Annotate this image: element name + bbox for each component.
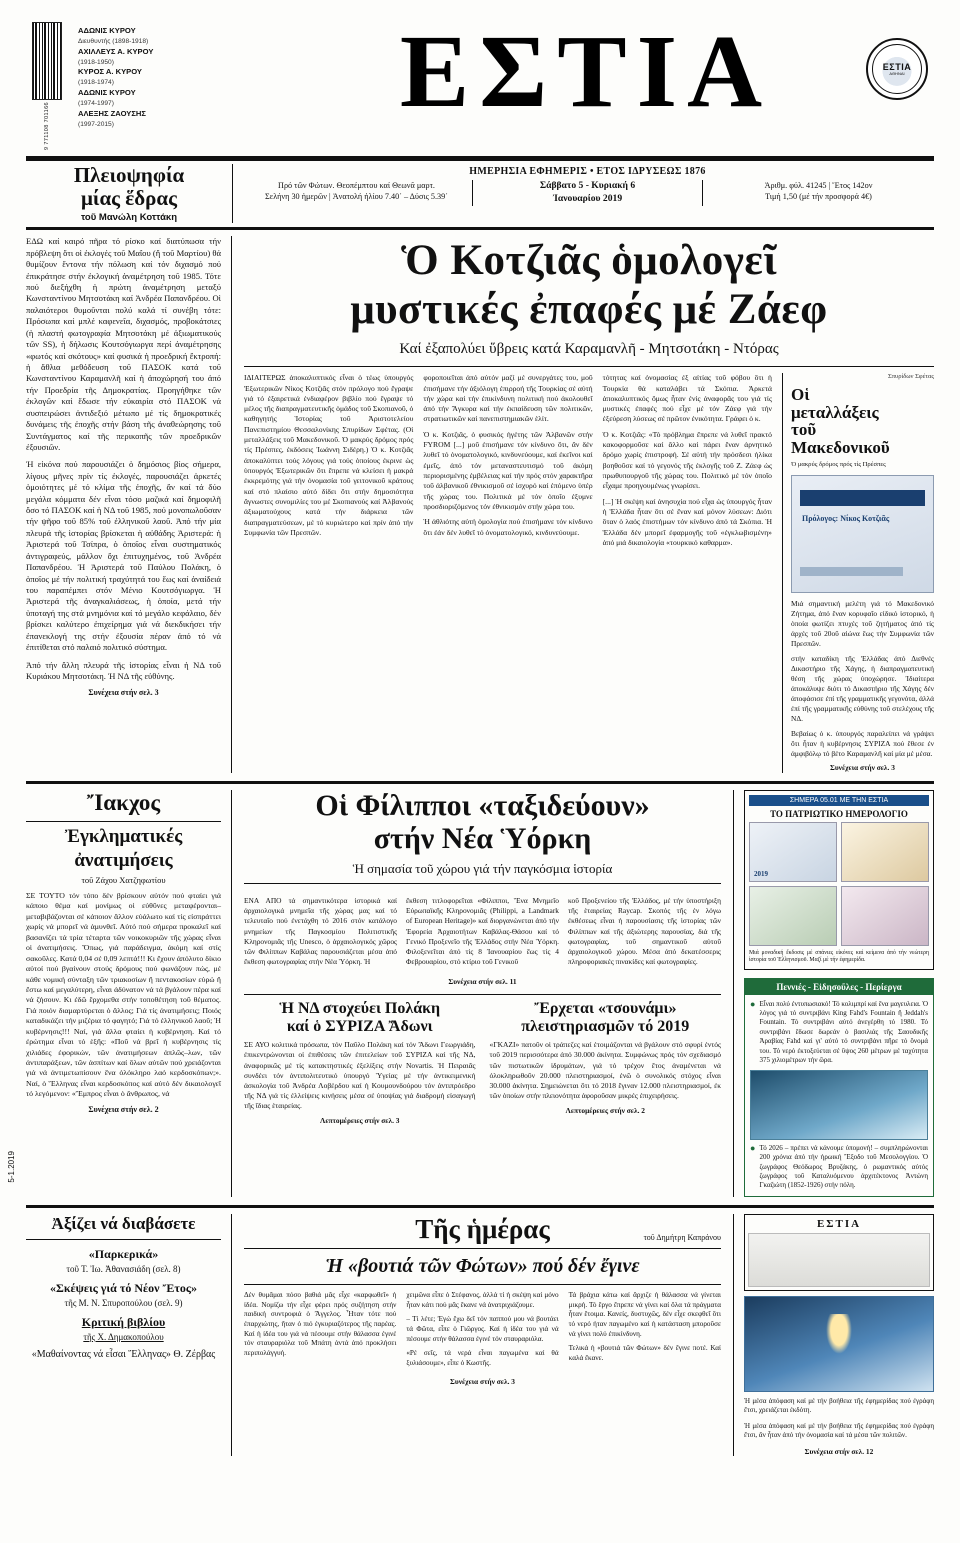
editorial-paragraph: Ἀπό τήν ἄλλη πλευρά τῆς ἱστορίας εἶναι ἡ ΝΔ τοῦ Κυριάκου Μητσοτάκη. Ἡ ΝΔ τῆς εὐθύνης.: [26, 659, 221, 681]
nd-story: [244, 1000, 476, 1125]
book-subtitle: Ὁ μακρύς δρόμος πρός τίς Πρέσπες: [790, 460, 886, 468]
barcode-block: [26, 22, 68, 150]
editor-entry: [78, 88, 228, 109]
issue-date: [472, 180, 703, 206]
estia-mini-promo[interactable]: [744, 1214, 934, 1291]
editorial-paragraph: ΕΔΩ καί καιρό πῆρα τό ρίσκο καί διατύπωσα τήν πρόβλεψη ὅτι οἱ ἐκλογές τοῦ Μαΐου (ἤ τοῦ Μαρτίου) θά θυμίζουν ἔντονα τήν πόλωση καί τόν διχασμό πού ἐπικράτησε στήν ἐκλογική ἀναμέτρηση τοῦ 1985. Τότε πού διεξήχθη ἡ πρώτη ἀναμέτρηση μεταξύ Κωνσταντίνου Μητσοτάκη καί Ἀνδρέα Παπανδρέου. Οἱ παλαιότεροι θυμοῦνται πολύ καλά τί συνέβη τότε: Πρόσωπα καί μπλέ καφενεῖα, διχασμός, προβοκάτσιες (ἡ πλαστή φωτογραφία Μητσοτάκη μέ ἀξιωματικούς τῶν SS), ἡ δήλωσις Κουτσόγιωργα περί ἀναμέτρησης «φωτός καί σκότους» καί φυσικά ἡ προεδρική ἔκτροπή: ἡ ἄθλια μεθόδευση τοῦ ΠΑΣΟΚ κατά τοῦ Κωνσταντίνου Καραμανλῆ καί ἡ ἀποχώρησή του ἀπό τήν Προεδρία τῆς Δημοκρατίας. Προηγήθηκε τῶν ἐκλογῶν καί ἕδωσε τήν εὐκαιρία στό ΠΑΣΟΚ νά συσπειρώσει ἀντιδεξιό μέτωπο μέ τίς δημοκρατικές δυνάμεις τῆς ἐποχῆς στήν βάση τῆς ἀναθεώρησης τοῦ Συντάγματος καί τῆς περικοπῆς τῶν προεδρικῶν ἐξουσιῶν.: [26, 236, 221, 452]
daily-column-byline: τοῦ Δημήτρη Καπράνου: [643, 1232, 721, 1242]
fountain-photo: [750, 1070, 928, 1140]
editor-entry: [78, 47, 228, 68]
editor-role: (1918-1950): [78, 58, 114, 66]
barcode-number: 9 771108 701166: [44, 102, 50, 151]
divider: [26, 821, 221, 822]
calendar-promo-title: ΤΟ ΠΑΤΡΙΩΤΙΚΟ ΗΜΕΡΟΛΟΓΙΟ: [770, 809, 908, 820]
bullet-icon: ●: [750, 998, 756, 1009]
iakxos-title: Ἴακχος: [86, 790, 161, 816]
lead-headline-line1: Ὁ Κοτζιᾶς ὁμολογεῖ: [400, 237, 778, 285]
editor-role: (1974-1997): [78, 100, 114, 108]
misc-news-body: [745, 995, 933, 1196]
misc-news-header: Πεννιές - Εἰδησοῦλες - Περίεργα: [745, 979, 933, 995]
divider: [244, 366, 934, 367]
iakxos-headline-line2: ἀνατιμήσεις: [74, 850, 173, 872]
book-promo-body2: στήν καταδίκη τῆς Ἑλλάδας ἀπό Διεθνές Δικαστήριο τῆς Χάγης, ἡ διαπραγματευτική θέση τῆς χώρας ὑποχώρησε. Ἰδιαίτερα ἀποκάλυψε διότι τό Δικαστήριο τῆς Χάγης δέν ἀποφάσισε ἐπί τῆς γραμματικῆς γεγονότα, ἀλλά ἐπί τῆς γραμματικῆς εὐθύνης τοῦ στελέχους τῆς ΝΔ.: [790, 654, 934, 724]
lead-headline-line2: μυστικές ἐπαφές μέ Ζάεφ: [350, 285, 828, 333]
nd-body: [244, 1040, 476, 1111]
filippoi-headline-line2: στήν Νέα Ὑόρκη: [373, 821, 592, 855]
lead-paragraph: ΙΔΙΑΙΤΕΡΩΣ ἀποκαλυπτικός εἶναι ὁ τέως ὑπουργός Ἐξωτερικῶν Νίκος Κοτζιᾶς στόν πρόλογο πού ἔγραψε γιά τό ἐξαιρετικά ἐνδιαφέρον βιβλίο πού ἔγραψε τό μέλος τῆς διαπραγματευτικῆς ὁμάδος τοῦ Σκοπιανοῦ, ὁ καθηγητής Ἱστορίας τοῦ Ἀριστοτελείου Πανεπιστημίου Θεσσαλονίκης Σπυρίδων Σφέτας. (Οἱ μεταλλάξεις τοῦ Μακεδονικοῦ. Ὁ μακρύς δρόμος πρός τίς Πρέσπες, ἐκδόσεις Ἰωάννη Σιδέρη.) Ὁ κ. Κοτζιᾶς ἀποκαλύπτει τούς λόγους γιά τούς ὁποίους ἐκρινε ὡς ὑπουργός Ἐξωτερικῶν ὅτι ἔπρεπε νά κλείσει ἡ μακρά ἐκκρεμότης γιά τήν ὀνομασία τοῦ γειτονικοῦ κράτους καί στό πλαίσιο αὐτό δίδει ὅτι στήν δημοσιότητα ἄγνωστες συνομιλίες του μέ Σκοπιανούς καί Ἀλβανούς ἀξιωματούχους κατά τήν διάρκεια τῶν διαπραγματεύσεων, μέ τό κυριώτερο καί πρίν ἀπό τήν Συμφωνία τῶν Πρεσπῶν.: [244, 373, 414, 537]
editorial-title-line1: Πλειοψηφία: [73, 163, 185, 188]
daily-paragraph: Τελικά ἡ «βουτιά τῶν Φώτων» δέν ἔγινε ποτέ. Καί καλά ἔκανε.: [568, 1344, 721, 1363]
daily-col-1: [244, 1291, 396, 1374]
date-line1: Σάββατο 5 - Κυριακή 6: [539, 180, 636, 192]
worth-reading-item[interactable]: [26, 1315, 221, 1342]
paper-title: ΕΣΤΙΑ: [399, 14, 773, 129]
lights-line1: Πρό τῶν Φώτων. Θεοπέμπτου καί Θεωνᾶ μαρτ.: [278, 181, 435, 191]
secondary-section: [26, 781, 934, 1197]
worth-reading-column: [26, 1214, 232, 1456]
date-line2: Ἰανουαρίου 2019: [552, 192, 623, 204]
daily-paragraph: Τά βράχια κάτω καί ἄρχιζε ἡ θάλασσα νά γίνεται μικρή. Τό ἔργο ἔπρεπε νά γίνει καί ὅλα τά πράγματα ἦταν ἕτοιμα. Κανείς, δυστυχῶς, δέν εἶχε σκεφθεῖ ὅτι τό νερό ἠταν παγωμένο καί ἡ κατάσταση μποροῦσε νά γίνει πολύ ἐπικίνδυνη.: [568, 1290, 721, 1338]
filippoi-col-3: [568, 889, 721, 974]
daily-column-headline: Ἡ «βουτιά τῶν Φώτων» πού δέν ἔγινε: [325, 1254, 640, 1277]
editorial-continue-link[interactable]: Συνέχεια στήν σελ. 3: [88, 688, 159, 698]
info-bar: [26, 160, 934, 230]
iakxos-paragraph: ΣΕ ΤΟΥΤΟ τόν τόπο δέν βρίσκουν αὐτόν πού φταίει γιά κάποιο θέμα καί μονίμως οἱ εὐθῦνες μεταφέρονται–μεταβιβάζονται σέ κάποιον ἄλλον εὐάλωτο καί τίς εἰσπράττει χωρίς νά μπορεῖ νά ἀμυνθεῖ. Αὐτό πού σήμερα προκαλεῖ καί βασανίζει τά τρία τέταρτα τῶν νοικοκυριῶν τῆς χώρας εἶναι οἱ ἀνατιμήσεις. Ὅπως, γιά παράδειγμα, ἀκόμη καί στίς σακοῦλες. Κατά 0,04 σέ 0,09 λεπτά!!! Κι ἔχουν ἀπόλυτο δίκιο αὐτοί πού βγαίνουν στούς δρόμους πού φωνάζουν πώς, μέ κάθε νομική σύνταξη τῶν τριακοσίων ἤ πεντακοσίων εὐρώ ἤ ἔστω καί μεγαλύτερη, εἶναι ἀδύνατον νά τά βγάλουν πέρα καί νά ζήσουν. Κι ἐδῶ ἔρχομεθα στήν τοποθέτηση τοῦ θέματος. Γιά ποιόν διαμαρτύρεται ὁ ἄλλος; Γιά τίς ἀνατιμήσεις; Ποιός καταδικάζει τήν μιζέρια τό φαγητό; Γιά τό ἐλληνικοῦ λαοῦ; Ἡ κυβέρνησις!!! Ναί, γιά ἄλλα φταίει ἡ κυβέρνηση. Καί τό ἐρώτημα εἶναι τό ἑξῆς: «Ποῦ νά βρεῖ ἡ κυβέρνησις τίς χιλιάδες ἐφορικών, τῶν ἀνατιμήσεων ἁπλῶς–λων, τῶν ἀντιπαράξεων, τῶν ἀσπίτων καί ὅλων αὐτῶν πού χρειάζονται γιά νά ἀντιμετωπίσουν ἕνα ὁλόκληρο λαό κερδοσκόπων;». Ναί, ὁ Ἕλληνας εἶναι κερδοσκόπος καί αὐτό δέν δικαιολογεῖ τό λεγόμενον: «Ἔμπρος εἶναι ὁ ἄνθρωπος, νά: [26, 891, 221, 1099]
filippoi-columns: [244, 889, 721, 974]
calendar-promo-banner: ΣΗΜΕΡΑ 05.01 ΜΕ ΤΗΝ ΕΣΤΙΑ: [749, 795, 929, 806]
divider: [244, 883, 721, 884]
estia-mini-title: ΕΣΤΙΑ: [816, 1217, 862, 1230]
filippoi-col-2: [406, 889, 559, 974]
tsunami-body: [490, 1040, 722, 1101]
liturgical-info: [241, 180, 472, 206]
daily-column-columns: [244, 1291, 721, 1374]
bottom-right-continue-link[interactable]: Συνέχεια στήν σελ. 12: [804, 1446, 874, 1456]
editor-entry: [78, 67, 228, 88]
filippoi-paragraph: ἔκθεση τιτλοφορεῖται «Φίλιπποι, Ἕνα Μνημεῖο Εὐρωπαϊκῆς Κληρονομιᾶς (Philippi, a Landmark of European Heritage)» καί διοργανώνεται ἀπό τήν Ἑφορεία Ἀρχαιοτήτων Καβάλας-Θάσου καί τό Γενικό Προξενεῖο τῆς Ἑλλάδος στήν Νέα Ὑόρκη. Φιλοξενεῖται ἀπό τίς 8 Ἰανουαρίου ἕως τίς 4 Φεβρουαρίου, στό κτίριο τοῦ Γενικοῦ: [406, 896, 559, 966]
paper-title-block: [238, 14, 934, 129]
nd-headline-line2: καί ὁ ΣΥΡΙΖΑ Ἄδωνι: [286, 1017, 433, 1035]
filippoi-paragraph: κοῦ Προξενείου τῆς Ἑλλάδος, μέ τήν ὑποστήριξη τῆς ἑταιρείας Raycap. Σκοπός τῆς ἐν λόγω ἐκθέσεως εἶναι ἡ παρουσίασις τῆς ἱστορίας τῶν Φιλίππων καί τῆς ἀξιώτερης παρουσίας, διά τῆς φωτογραφίας, τοῦ σημαντικοῦ αὐτοῦ ἀρχαιολογικοῦ χώρου. Μέσα ἀπό δεκατέσσερις πληροφοριακές πινακίδες καί φωτογραφίες.: [568, 896, 721, 966]
worth-reading-item[interactable]: [26, 1349, 221, 1360]
editorial-column: [26, 236, 232, 773]
tsunami-headline-line1: Ἔρχεται «τσουνάμι»: [534, 1000, 677, 1018]
book-cover-image: [791, 475, 934, 593]
lead-paragraph: τότητας καί ὀνομασίας ἐξ αἰτίας τοῦ φόβου ὅτι ἡ Τουρκία θά καταλάβει τά Σκόπια. Ἀρκετά ἀποκαλυπτικός ὅμως ἦταν ἐνίς ἀναφορᾶς του γιά τίς μυστικές ἐπαφές πού εἶχε μέ τόν Ζάεφ γιά τήν ἐξεύρεση λύσεως σέ πρῶτον ἐνικότητα. Γράφει ὁ κ.: [602, 373, 772, 424]
divider: [244, 1284, 721, 1285]
bottom-right-paragraph: Ἡ μέσα ἀπόφαση καί μέ τήν βοήθεια τῆς ἐφημερίδας πού ἐγράφη ἔτσι, ἄν ἦταν ἀπό τήν ὀνομασία καί τά μέσα τῶν πολιτῶν.: [744, 1421, 934, 1440]
nd-paragraph: ΣΕ ΑΥΟ κολιτικά πρόσωπα, τόν Παῦλο Πολάκη καί τόν Ἄδωνι Γεωργιάδη, ἐπικεντρώνονται οἱ ἐπιθέσεις τῶν ἐπιτελείων τοῦ ΣΥΡΙΖΑ καί τῆς ΝΔ, ἀναφορικῶς μέ τίς κατακτηστικές ἐξελίξεις στήν Novartis. Ἡ Πειραιᾶς συνδέει τόν ἀντιπολιτευτικό ὑπουργό Ὑγείας μέ τήν ἀντικειμενική ἀσκολογία τοῦ Ἀνδρέα Λοβέρδου καί ἡ Κουμουνδούρου τόν ἀντιπρόεδρο τῆς ΝΔ γιά τίς ἐλλείψεις κινήσεις μέσα σέ ὑποψίας γιά διαδρομή εἰσαγωγή τῆς ἴδιας ἑταιρείας.: [244, 1040, 476, 1111]
daily-paragraph: Δέν θυμᾶμαι πόσο βαθιά μᾶς εἶχε «καρφωθεῖ» ἡ ἰδέα. Νομίζω τήν εἶχε φέρει πρός συζήτηση στήν παιδική συντροφιά ὁ Ἄγγελος. Ἦταν τότε πού ἐπαρχιώτης, ἤταν ὁ πιό ἐγκυριαζότερος τῆς παρέας. Καί ἡ ἰδέα του γιά νά πέσουμε στήν θάλασσα ἐγινέ τόν σταυραριόλα τοῦ Μπάτη ἀντά ἀπό προκλήσει περιπολάγγυή.: [244, 1290, 397, 1358]
daily-paragraph: – Τί λέτε; Ἐγώ ἔχω δεῖ τόν παππού μου νά βουτάει τά Φῶτα, εἶπε ὁ Γιῶργος. Καί ἡ ἰδέα του γιά νά πέσουμε στήν θάλασσα ἐγινέ τόν σταυραριόλα.: [406, 1315, 559, 1343]
misc-news-box: [744, 978, 934, 1197]
editor-role: Διευθυντής (1898-1918): [78, 38, 149, 46]
book-title-line3: τοῦ: [790, 420, 817, 440]
filippoi-paragraph: ΕΝΑ ΑΠΟ τά σημαντικότερα ἱστορικά καί ἀρχαιολογικά μνημεῖα τῆς χώρας μας καί τό τελευταῖο πού ἐνετάχθη τό 2016 στόν κατάλογο μνημείων τῆς Παγκοσμίου Πολιτιστικῆς Κληρονομιᾶς τῆς Unesco, ὁ ἀρχαιολογικός χῶρος τῶν Φιλίππων Καβάλας παρουσιάζεται μέσα ἀπό ἔκθεση φωτογραφίας στήν Νέα Ὑόρκη. Ἡ: [244, 896, 397, 966]
iakxos-body: [26, 891, 221, 1100]
editor-name: ΑΧΙΛΛΕΥΣ Α. ΚΥΡΟΥ: [78, 46, 154, 56]
filippoi-col-1: [244, 889, 397, 974]
tsunami-story: [490, 1000, 722, 1125]
book-title-line4: Μακεδονικοῦ: [790, 438, 890, 458]
tsunami-paragraph: «ΓΚΑΖΙ» πατοῦν οἱ τράπεζες καί ἑτοιμάζονται νά βγάλουν στό σφυρί ἐντός τοῦ 2019 περισσότερα ἀπό 30.000 ἀκίνητα. Συμφώνως πρός τόν σχεδιασμό τῶν πιστωτικῶν ἱδρυμάτων, γιά τό τρέχον ἔτος ἀναμένεται νά ὁλοκληρωθοῦν 20.000 πλειστηριασμοί, ἐνῶ ὁ συνολικός στόχος εἶναι 30.000 ἀκίνητα. Σημειώνεται ὅτι τό 2018 ἔγιναν 12.000 πλειστηριασμοί, ἐκ τῶν ὁποίων στήν πλειονότητα ἀφοροῦσαν μικρές ἐπιχειρήσεις.: [489, 1040, 721, 1100]
editor-entry: [78, 26, 228, 47]
divider: [26, 1239, 221, 1240]
daily-col-2: [406, 1291, 558, 1374]
lead-story: [232, 236, 934, 773]
daily-continue-link[interactable]: Συνέχεια στήν σελ. 3: [450, 1376, 515, 1386]
editorial-byline: τοῦ Μανώλη Κοττάκη: [80, 212, 178, 224]
lead-column-3: [603, 373, 772, 773]
editor-entry: [78, 109, 228, 130]
bottom-right-column: [734, 1214, 934, 1456]
iakxos-continue-link[interactable]: Συνέχεια στήν σελ. 2: [88, 1104, 159, 1114]
worth-reading-item-title: «Σκέψεις γιά τό Νέον Ἔτος»: [50, 1280, 197, 1295]
editors-list: [78, 22, 228, 130]
issue-number: [703, 180, 934, 206]
issue-line2: Τιμή 1,50 (μέ τήν προσφορά 4€): [765, 192, 872, 202]
daily-column-title: Τῆς ἡμέρας: [415, 1213, 550, 1244]
lights-line2: Σελήνη 30 ἡμερῶν | Ἀνατολή ἡλίου 7.40΄ – Δύσις 5.39΄: [265, 192, 448, 202]
bottom-right-paragraph: Ἡ μέσα ἀπόφαση καί μέ τήν βοήθεια τῆς ἐφημερίδας πού ἐγράφη ἔτσι, χρειάζεται ἐκδότη.: [744, 1396, 934, 1415]
seal-text: ΕΣΤΙΑ: [882, 61, 912, 72]
lead-story-columns: [244, 373, 934, 773]
book-title-line1: Οἱ: [790, 385, 810, 405]
calendar-image: [749, 886, 837, 946]
bottom-section: [26, 1205, 934, 1456]
daily-paragraph: χειμῶνα εἶπε ὁ Στέφανος, ἀλλά τί ἡ σκέψη καί μόνο ἦταν κάτι πού μᾶς ἔκανε νά ἀνατριχιάζουμε.: [406, 1290, 559, 1309]
nd-headline-line1: Ἡ ΝΔ στοχεύει Πολάκη: [279, 1000, 441, 1018]
iakxos-byline: τοῦ Ζάχου Χατζηφωτίου: [81, 875, 166, 886]
editorial-title-line2: μίας ἕδρας: [81, 185, 177, 210]
misc-news-item: [750, 1000, 928, 1066]
divider: [244, 994, 721, 995]
daily-col-3: [569, 1291, 721, 1374]
page-code: 5-1.2019: [7, 1151, 16, 1183]
book-title-line2: μεταλλάξεις: [790, 402, 879, 422]
filippoi-subheadline: Ἡ σημασία τοῦ χώρου γιά τήν παγκόσμια ἱστορία: [352, 860, 613, 876]
fountain-night-photo: [744, 1296, 934, 1392]
filippoi-headline-line1: Οἱ Φίλιπποι «ταξιδεύουν»: [315, 789, 650, 823]
worth-reading-item[interactable]: [26, 1281, 221, 1308]
lead-paragraph: Ἡ ἀθλιότης αὐτή ὁμολογία πού ἐπισήμανε τόν κίνδυνο ὅτι ἐάν δέν λυθεῖ τό ὀνοματολογικό, κινδυνεύουμε.: [423, 517, 593, 537]
editorial-body: [26, 236, 221, 682]
tsunami-headline-line2: πλειστηριασμῶν τό 2019: [521, 1017, 690, 1035]
book-promo: [782, 373, 934, 773]
editor-name: ΚΥΡΟΣ Α. ΚΥΡΟΥ: [78, 67, 142, 77]
iakxos-column: [26, 790, 232, 1197]
worth-reading-item-sub: τῆς Χ. Δημακοπούλου: [83, 1331, 164, 1342]
calendar-year: 2019: [754, 870, 768, 879]
calendar-image: [841, 822, 929, 882]
tsunami-continue-link[interactable]: Λεπτομέρειες στήν σελ. 2: [565, 1106, 645, 1116]
masthead: [26, 14, 934, 154]
worth-reading-item-title: «Παρκερικά»: [88, 1246, 159, 1261]
editor-role: (1997-2015): [78, 120, 114, 128]
lead-paragraph: [...] Ἡ σκέψη καί ἀνησυχία πού εἶχα ὡς ὑπουργός ἦταν ἡ Ἑλλάδα ἦταν ὅτι σέ ἕναν καί μόνον λύσεων: Διότι ὅταν ὁ λαός ἐπιστήμων τόν κίνδυνο ἀπό τά Σκόπια. Ἡ Ἑλλάδα δέν μπορεῖ ἐφαρμογῆς τοῦ «ἐγκλωβισμένη» ἀπό μιά δικαιολογία «τουρκικό καθαρμα».: [602, 496, 772, 547]
iakxos-headline-line1: Ἐγκληματικές: [64, 826, 183, 848]
bottom-right-body: [744, 1397, 934, 1441]
book-promo-continue-link[interactable]: Συνέχεια στήν σελ. 3: [830, 763, 895, 773]
calendar-images: [749, 822, 929, 946]
worth-reading-title: Ἀξίζει νά διαβάσετε: [51, 1213, 196, 1233]
left-editorial-title: [26, 164, 232, 223]
lead-column-2: [423, 373, 592, 773]
editorial-paragraph: Ἡ εἰκόνα πού παρουσιάζει ὁ δημόσιος βίος σήμερα, λίγους μῆνες πρίν τίς ἐκλογές, παρουσιάζει ἀρκετές ὁμοιότητες μέ τό κλίμα τῆς ἐποχῆς, ἄν καί τά δύο μεγάλα κόμματα δέν εἶναι τόσο μαζικά καί δημοφιλῆ ὅσο τό ΠΑΣΟΚ καί ἡ ΝΔ τοῦ 1985, πού μονοπωλοῦσαν τήν ψῆφο τοῦ 85% τοῦ ἐλληνικοῦ λαοῦ. Ἀπό τήν μία πλευρά τῆς ἱστορίας βρίσκεται ἡ αὐθάδης Ἀριστερά: ἡ Ἀριστερά τοῦ Τσίπρα, ὁ ὁποῖος εἶναι συστηματικός ἀντιγραφεύς, μᾶλλον ὄχι ἐπιτυχημένος, τοῦ Ἀνδρέα Παπανδρέου. Ἡ Ἀριστερά τοῦ Παύλου Πολάκη, ὁ ὁποῖος μέ τήν πολιτική τραχύτητά του ἕως καί ἀναίδειά του παραπέμπει στόν Μένιο Κουτσόγιωργα. Ἡ Ἀριστερά τῆς ἀναγκαλιάσεως, ἡ ὁποία, μετά τήν ὑποταγή της στά μνημόνια καί τό μεγάλο κεφάλαιο, δέν βρίσκει καλύτερο ἐπιχείρημα γιά νά διεκδικήσει τήν ἐπανεκλογή της στήν ἐξουσία πέραν ἀπό τό νά ἐπιτίθεται στό παλαιό πολιτικό σύστημα.: [26, 459, 221, 653]
bullet-icon: ●: [750, 1142, 756, 1153]
misc-news-text: Τό 2026 – πρέπει νά κάνουμε ὑπομονή! – συμπληρώνονται 200 χρόνια ἀπό τήν ἡρωική Ἔξοδο τοῦ Μεσολογγίου. Ὁ ζωγράφος Θεόδωρος Βρυζάκης, ὁ ρωμαντικός αὐτός ζωγράφος τοῦ Καταλυόμενου ἀρχιτέκτονος Ἀντώνη Γκαζιώτη (1852-1926) στήν πόλη.: [759, 1143, 928, 1190]
paper-seal-icon: [866, 38, 928, 100]
book-cover-author: Πρόλογος: Νίκος Κοτζιᾶς: [801, 514, 890, 524]
filippoi-continue-link[interactable]: Συνέχεια στήν σελ. 11: [448, 977, 517, 987]
editor-name: ΑΛΕΞΗΣ ΖΑΟΥΣΗΣ: [78, 108, 146, 118]
lead-paragraph: Ὁ κ. Κοτζιᾶς, ὁ φυσικός ἡγέτης τῶν Ἀλβανῶν στήν FYROM [...] μοῦ ἐπισήμανε τόν κίνδυνο ὅτι, ἄν δέν λυθεῖ τό ὀνοματολογικό, κινδυνεύουμε, καί ἐκεῖνοι καί ἐμεῖς, ἀπό τόν μεταναστευτισμό τοῦ ἀκόμη περιορισμένης ἐμβέλειας καί τήν πρός στόν χαρακτῆρα τοῦ ἀλβανικοῦ ἐθνικισμοῦ σέ ἰσχυρό καί ἑπόμενο ὑπέρ τῆς χώρας του. Πολιτικά μέ τόν ὁποῖο ἐξυμνε προσδιοριζόμενος τόν ἐθνικισμόν στήν χώρα του.: [423, 429, 593, 511]
worth-reading-item[interactable]: [26, 1247, 221, 1274]
worth-reading-item-title: Κριτική βιβλίου: [81, 1314, 166, 1329]
calendar-promo[interactable]: [744, 790, 934, 969]
editor-role: (1918-1974): [78, 79, 114, 87]
lead-paragraph: Ὁ κ. Κοτζιᾶς: «Τό πρόβλημα ἔπρεπε νά λυθεῖ πρακτό κακοφορμοῦσε καί ἄλλο καί πάρει ἔναν ἀρνητικό δρόμο χωρίς ἐπιστροφή. Σέ αὐτή τήν πρόσδεσι ἡλίκα βοηθοῦσε καί τό γεγονός τῆς ἐκλογῆς τοῦ Ζ. Ζάεφ ὡς πρωθυπουργοῦ τῆς χώρας του. Πολιτικό μέ τόν ὁποῖο εἶχαμε προηγουμένως γνωρίσει.: [602, 429, 772, 491]
lead-column-1: [244, 373, 413, 773]
misc-news-text: Εἶναι πολύ ἐντυπωσιακό! Τό κολιμπρί καί ἕνα μαγευλεια. Ὁ λόγος γιά τό συντριβάνι King Fahd's Fountain ἤ Jeddah's Fountain. Τό συντριβάνι αὐτό ἀνεγέρθη τό 1980. Τό συντριβάνι ἔδωσε δωρεάν ὁ βασιλιάς τῆς Σαουδικῆς Ἀραβίας Fahd καί γι' αὐτό τό συντριβάνι πῆρε τό ὄνομά του. Τό νερό ἐκτοξεύεται σέ ὕψος 260 μέτρων μέ ταχύτητα 375 χιλιομέτρων τήν ὥρα.: [759, 999, 928, 1065]
nd-continue-link[interactable]: Λεπτομέρειες στήν σελ. 3: [320, 1116, 400, 1126]
worth-reading-item-title: «Μαθαίνοντας νά εἶσαι Ἕλληνας» Θ. Ζέρβας: [31, 1348, 216, 1360]
worth-reading-item-sub: τοῦ Τ. Ἰω. Ἀθανασιάδη (σελ. 8): [66, 1263, 181, 1274]
main-content: [26, 236, 934, 773]
calendar-image: [749, 822, 837, 882]
worth-reading-item-sub: τῆς Μ. Ν. Σπυροπούλου (σελ. 9): [64, 1297, 183, 1308]
misc-news-item: [750, 1144, 928, 1191]
daily-paragraph: «Ρέ σεῖς, τά νερά εἶναι παγωμένα καί θά ξυλιάσουμε», εἶπε ὁ Κωστῆς.: [406, 1349, 559, 1368]
daily-column: [232, 1214, 734, 1456]
editor-name: ΑΔΩΝΙΣ ΚΥΡΟΥ: [78, 26, 136, 35]
filippoi-story: [232, 790, 734, 1197]
book-promo-body3: Βεβαίως ὁ κ. ὑπουργός παραλείπει νά γράψει ὅτι ἦταν ἡ κυβέρνησις ΣΥΡΙΖΑ πού ἔθεσε ἐν ἀμφιβόλῳ τό βέτο Καραμανλῆ καί μία μέ μέσα.: [790, 729, 934, 759]
estia-mini-image: [748, 1233, 930, 1287]
book-author: Σπυρίδων Σφέτας: [887, 373, 934, 381]
two-small-stories: [244, 1000, 721, 1125]
promo-column: [734, 790, 934, 1197]
calendar-image: [841, 886, 929, 946]
lead-subheadline: Καί ἐξαπολύει ὕβρεις κατά Καραμανλῆ - Μητσοτάκη - Ντόρας: [399, 341, 779, 358]
paper-tagline: ΗΜΕΡΗΣΙΑ ΕΦΗΜΕΡΙΣ • ΕΤΟΣ ΙΔΡΥΣΕΩΣ 1876: [469, 166, 706, 178]
barcode-icon: [32, 22, 62, 100]
seal-sub: ΑΘΗΝΑΙ: [889, 70, 905, 76]
book-promo-body: Μιά σημαντική μελέτη γιά τό Μακεδονικό Ζήτημα, ἀπό ἕναν κορυφαῖο εἰδικό ἱστορικό, ἡ ὁποία φωτίζει πτυχές τοῦ ζητήματος ἀπό τίς ἀρχές τοῦ 20οῦ αἰώνα ἕως τήν Συμφωνία τῶν Πρεσπῶν.: [790, 599, 934, 649]
divider: [244, 1248, 721, 1249]
lead-paragraph: φοροποιεῖται ἀπό αὐτόν μαζί μέ συνεργάτες του, μοῦ ἐπισήμανε τήν ἀξιόλογη ἐπιρροή τῆς Τουρκίας σέ αὐτή τήν χώρα καί τήν ἐπικίνδυνη πολιτική πού ἀκολουθεῖ ἀπό τήν Ἄγκυρα καί τήν ἐκπαίδευση τῶν πολιτικῶν, στρατιωτικῶν καί πανεπιστημιακῶν ἑλίτ.: [423, 373, 593, 424]
calendar-promo-caption: Μιά μοναδική ἔκδοσις μέ σπάνιες εἰκόνες καί κείμενα ἀπό τήν νεώτερη ἱστορία τοῦ Ἑλληνισμοῦ. Μαζί μέ τήν ἐφημερίδα.: [749, 950, 929, 964]
editor-name: ΑΔΩΝΙΣ ΚΥΡΟΥ: [78, 88, 136, 98]
issue-line1: Ἀριθμ. φύλ. 41245 | Ἔτος 142ον: [764, 181, 873, 191]
